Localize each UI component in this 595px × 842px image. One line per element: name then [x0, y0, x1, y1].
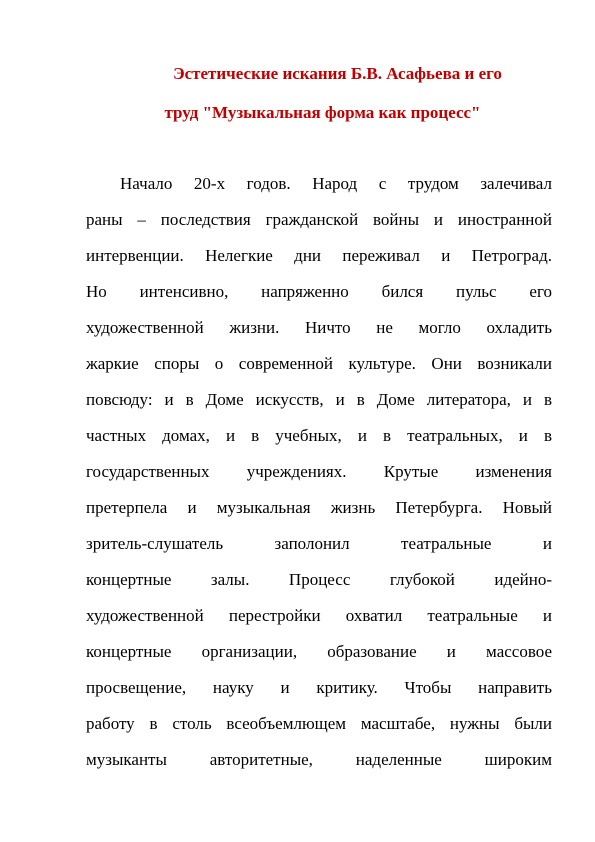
paragraph-line: концертные залы. Процесс глубокой идейно- — [86, 570, 552, 589]
paragraph-line: Начало 20-х годов. Народ с трудом залечивал — [120, 174, 552, 193]
paragraph-line: художественной жизни. Ничто не могло охладить — [86, 318, 552, 337]
paragraph-line: частных домах, и в учебных, и в театральных, и в — [86, 426, 552, 445]
document-title-line-2: труд "Музыкальная форма как процесс" — [164, 103, 481, 122]
paragraph-line: повсюду: и в Доме искусств, и в Доме литератора, и в — [86, 390, 552, 409]
paragraph-line: художественной перестройки охватил театральные и — [86, 606, 552, 625]
paragraph-line: претерпела и музыкальная жизнь Петербурга. Новый — [86, 498, 552, 517]
paragraph-line: концертные организации, образование и массовое — [86, 642, 552, 661]
paragraph-line: музыканты авторитетные, наделенные широким — [86, 750, 552, 769]
paragraph-line: зритель-слушатель заполонил театральные и — [86, 534, 552, 553]
paragraph-line: государственных учреждениях. Крутые изменения — [86, 462, 552, 481]
paragraph-line: Но интенсивно, напряженно бился пульс его — [86, 282, 552, 301]
paragraph-line: просвещение, науку и критику. Чтобы направить — [86, 678, 552, 697]
paragraph-line: раны – последствия гражданской войны и иностранной — [86, 210, 552, 229]
document-title-line-1: Эстетические искания Б.В. Асафьева и его — [173, 64, 502, 83]
paragraph-line: интервенции. Нелегкие дни переживал и Петроград. — [86, 246, 552, 265]
paragraph-line: жаркие споры о современной культуре. Они возникали — [86, 354, 552, 373]
paragraph-line: работу в столь всеобъемлющем масштабе, нужны были — [86, 714, 552, 733]
